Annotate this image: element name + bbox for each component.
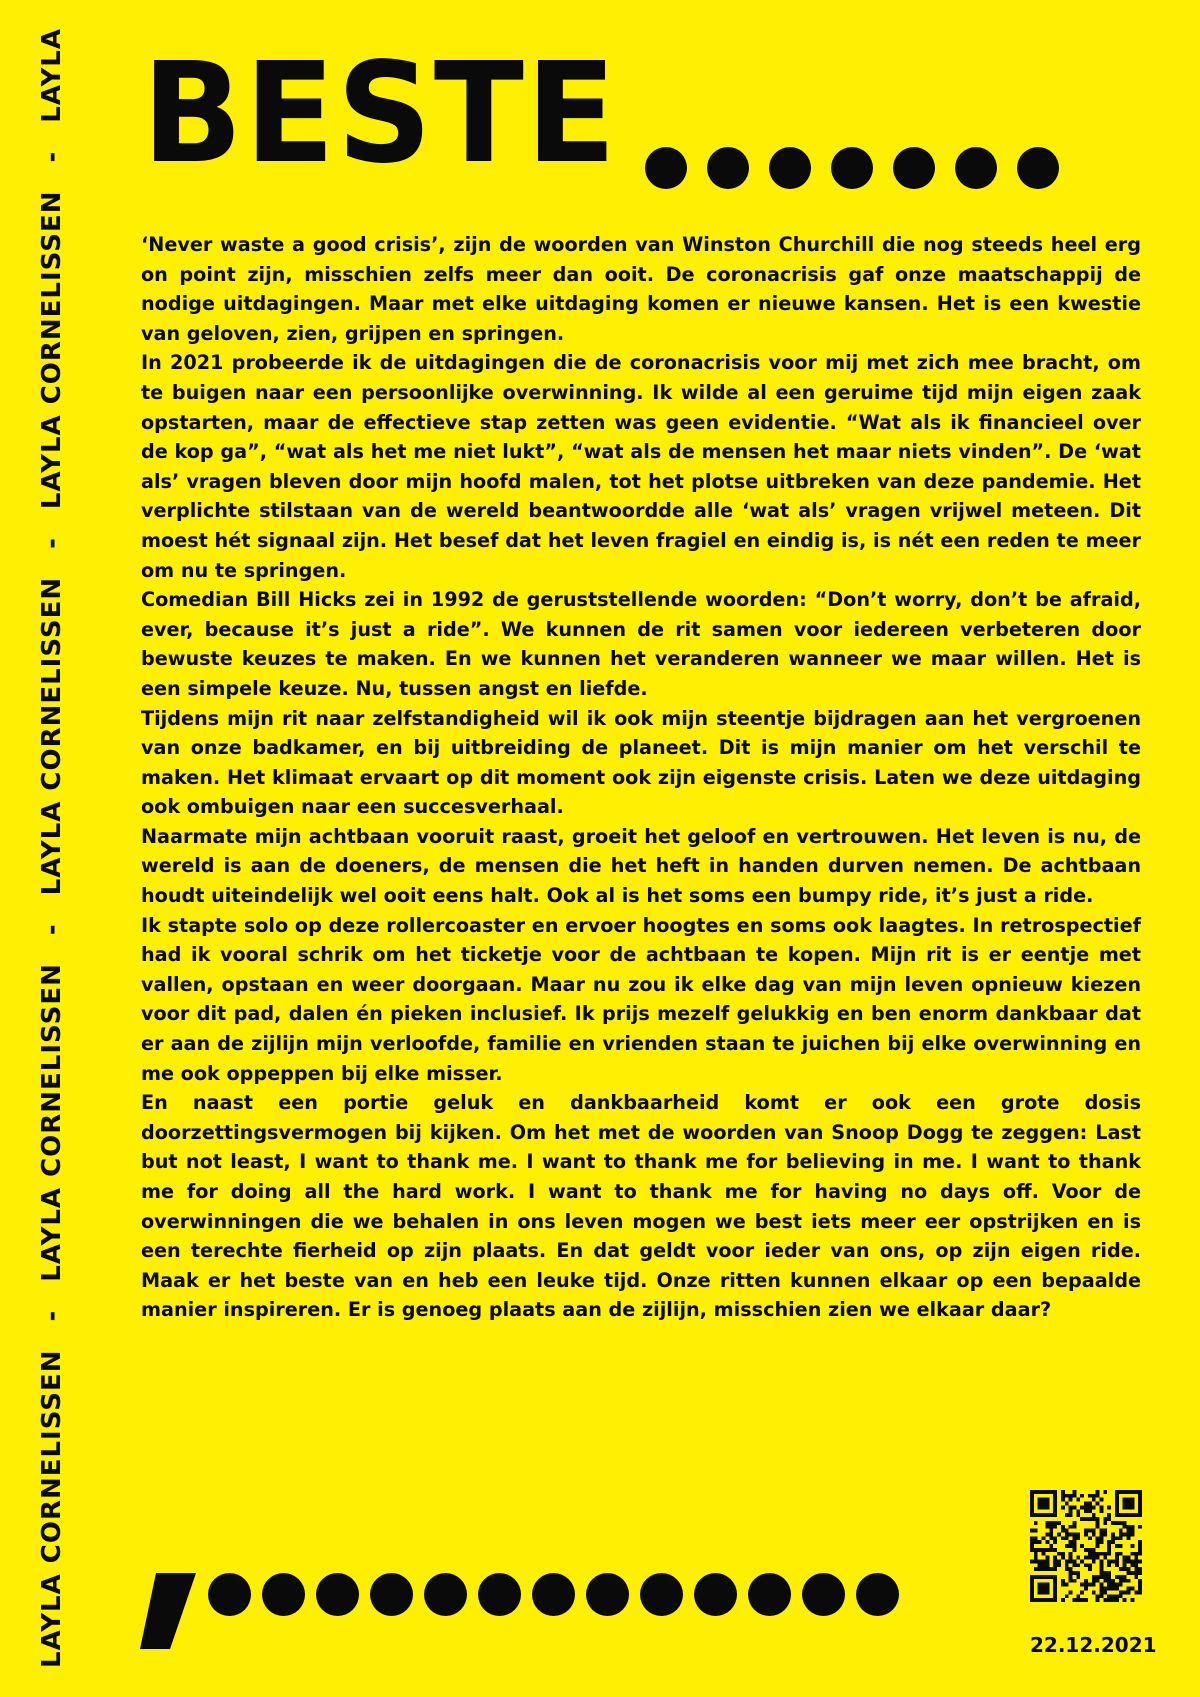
title-dot (645, 147, 687, 189)
side-segment: LAYLA CORNELISSEN (37, 190, 67, 510)
title-dot (1017, 147, 1059, 189)
body-paragraph: Ik stapte solo op deze rollercoaster en ervoer hoogtes en soms ook laagtes. In retrospectief had ik vooral schrik om het ticketje voor de achtbaan te kopen. Mijn rit is er eentje met vallen, opstaan en weer doorgaan. Maar nu zou ik elke dag van mijn leven opnieuw kiezen voor dit pad, dalen én pieken inclusief. Ik prijs mezelf gelukkig en ben enorm dankbaar dat er aan de zijlijn mijn verloofde, familie en vrienden staan te juichen bij elke overwinning en me ook oppeppen bij elke misser. (141, 913, 1141, 1085)
bottom-dot (478, 1573, 521, 1616)
bottom-dot (748, 1573, 791, 1616)
body-paragraph: In 2021 probeerde ik de uitdagingen die de coronacrisis voor mij met zich mee bracht, om te buigen naar een persoonlijke overwinning. Ik wilde al een geruime tijd mijn eigen zaak opstarten, maar de effectieve stap zetten was geen evidentie. “Wat als ik financieel over de kop ga”, “wat als het me niet lukt”, “wat als de mensen het maar niets vinden”. De ‘wat als’ vragen bleven door mijn hoofd malen, tot het plotse uitbreken van deze pandemie. Het verplichte stilstaan van de wereld beantwoordde alle ‘wat als’ vragen vrijwel meteen. Dit moest hét signaal zijn. Het besef dat het leven fragiel en eindig is, is nét een reden te meer om nu te springen. (141, 351, 1141, 582)
side-segment: LAYLA CORNELISSEN (37, 963, 67, 1282)
title-dot (955, 147, 997, 189)
side-name-strip (32, 28, 72, 1668)
body-paragraph: Naarmate mijn achtbaan vooruit raast, groeit het geloof en vertrouwen. Het leven is nu, de wereld is aan de doeners, de mensen die het heft in handen durven nemen. De achtbaan houdt uiteindelijk wel ooit eens halt. Ook al is het soms een bumpy ride, it’s just a ride. (141, 824, 1141, 908)
side-segment: - (37, 150, 67, 163)
side-segment: LAYLA CORNELISSEN (37, 576, 67, 896)
bottom-dot (208, 1573, 251, 1616)
bottom-dot (856, 1573, 899, 1616)
title-word: BESTE (142, 32, 619, 195)
title-ellipsis (645, 147, 1059, 189)
bottom-dot (586, 1573, 629, 1616)
side-segment: LAYLA CORNELISSEN (37, 1349, 67, 1668)
body-paragraph: En naast een portie geluk en dankbaarheid komt er ook een grote dosis doorzettingsvermogen bij kijken. Om het met de woorden van Snoop Dogg te zeggen: Last but not least, I want to thank me. I want to thank me for believing in me. I want to thank me for doing all the hard work. I want to thank me for having no days off. Voor de overwinningen die we behalen in ons leven mogen we best iets meer eer opstrijken en is een terechte fierheid op zijn plaats. En dat geldt voor ieder van ons, op zijn eigen ride. Maak er het beste van en heb een leuke tijd. Onze ritten kunnen elkaar op een bepaalde manier inspireren. Er is genoeg plaats aan de zijlijn, misschien zien we elkaar daar? (141, 1091, 1141, 1322)
letter-date: 22.12.2021 (1030, 1633, 1157, 1657)
title-dot (769, 147, 811, 189)
side-segment: LAYLA (37, 28, 67, 123)
side-segment: - (37, 1309, 67, 1322)
bottom-dot (532, 1573, 575, 1616)
bottom-dot (424, 1573, 467, 1616)
bottom-dot (694, 1573, 737, 1616)
letter-body (141, 230, 1141, 1325)
side-segment: - (37, 923, 67, 936)
bottom-dot (640, 1573, 683, 1616)
title-dot (831, 147, 873, 189)
comma-icon (140, 1573, 196, 1649)
bottom-dot (316, 1573, 359, 1616)
qr-code-icon[interactable] (1030, 1490, 1142, 1602)
title-dot (707, 147, 749, 189)
body-paragraph: ‘Never waste a good crisis’, zijn de woorden van Winston Churchill die nog steeds heel erg on point zijn, misschien zelfs meer dan ooit. De coronacrisis gaf onze maatschappij de nodige uitdagingen. Maar met elke uitdaging komen er nieuwe kansen. Het is een kwestie van geloven, zien, grijpen en springen. (141, 233, 1141, 345)
bottom-dot (370, 1573, 413, 1616)
title-dot (893, 147, 935, 189)
side-segment: - (37, 537, 67, 549)
page-title (142, 32, 619, 195)
bottom-ellipsis (208, 1573, 899, 1616)
bottom-dot (262, 1573, 305, 1616)
side-band (32, 28, 72, 1668)
body-paragraph: Tijdens mijn rit naar zelfstandigheid wil ik ook mijn steentje bijdragen aan het vergroenen van onze badkamer, en bij uitbreiding de planeet. Dit is mijn manier om het verschil te maken. Het klimaat ervaart op dit moment ook zijn eigenste crisis. Laten we deze uitdaging ook ombuigen naar een succesverhaal. (141, 706, 1141, 819)
bottom-dot (802, 1573, 845, 1616)
body-paragraph: Comedian Bill Hicks zei in 1992 de geruststellende woorden: “Don’t worry, don’t be afraid, ever, because it’s just a ride”. We kunnen de rit samen voor iedereen verbeteren door bewuste keuzes te maken. En we kunnen het veranderen wanneer we maar willen. Het is een simpele keuze. Nu, tussen angst en liefde. (141, 588, 1141, 700)
